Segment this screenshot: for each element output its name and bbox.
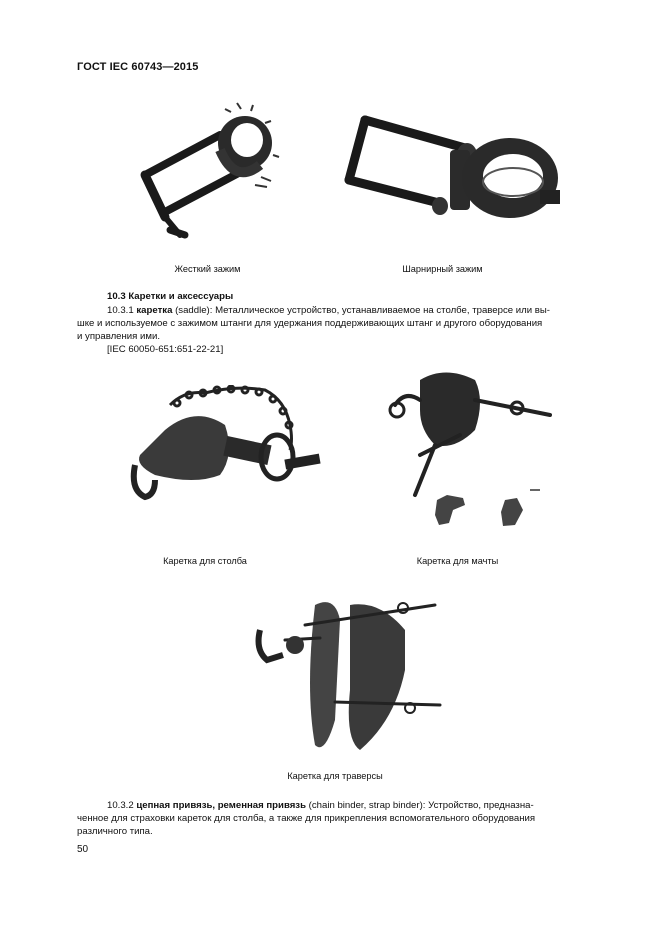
- crossarm-saddle-caption: Каретка для траверсы: [287, 771, 383, 781]
- definition-term: цепная привязь, ременная привязь: [136, 800, 306, 811]
- page-number: 50: [77, 844, 89, 855]
- definition-10-3-1-line2: шке и используемое с зажимом штанги для удержания поддерживающих штанг и другого оборудования: [77, 318, 543, 329]
- mast-saddle-caption: Каретка для мачты: [416, 556, 499, 566]
- definition-number: 10.3.1: [107, 305, 134, 316]
- hinged-clamp-image: [335, 110, 565, 235]
- hinged-clamp-caption: Шарнирный зажим: [402, 264, 483, 274]
- definition-text: Устройство, предназна-: [428, 800, 534, 811]
- definition-term-en: (chain binder, strap binder):: [308, 800, 426, 811]
- definition-term-en: (saddle):: [175, 305, 213, 316]
- rigid-clamp-caption: Жесткий зажим: [174, 264, 241, 274]
- definition-10-3-2-line2: ченное для страховки кареток для столба, а также для прикрепления вспомогательного оборудования: [77, 813, 536, 824]
- definition-10-3-2-line1: [107, 799, 534, 812]
- mast-saddle-image: [375, 360, 565, 535]
- definition-number: 10.3.2: [107, 800, 134, 811]
- definition-10-3-2-line3: различного типа.: [77, 826, 153, 837]
- document-header: ГОСТ IEC 60743—2015: [77, 61, 199, 73]
- crossarm-saddle-image: [245, 590, 445, 760]
- pole-saddle-caption: Каретка для столба: [163, 556, 247, 566]
- section-heading: 10.3 Каретки и аксессуары: [107, 291, 234, 302]
- rigid-clamp-image: [125, 95, 295, 245]
- definition-term: каретка: [136, 305, 173, 316]
- definition-text: Металлическое устройство, устанавливаемое на столбе, траверсе или вы-: [215, 305, 550, 316]
- definition-10-3-1-line3: и управления ими.: [77, 331, 160, 342]
- pole-saddle-image: [125, 385, 335, 515]
- definition-10-3-1-reference: [IEC 60050-651:651-22-21]: [107, 344, 224, 355]
- definition-10-3-1-line1: [107, 304, 617, 317]
